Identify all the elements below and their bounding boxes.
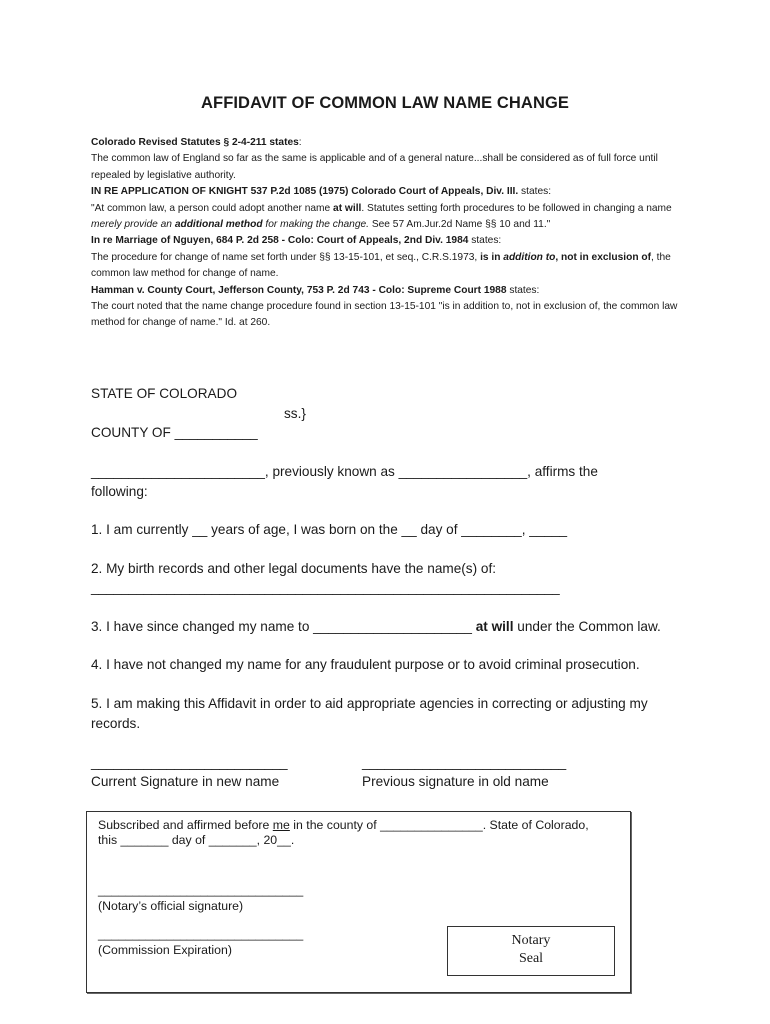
statute-4-body: The court noted that the name change procedure found in section 13-15-101 "is in addition to, not in exclusion of, the common law method for change of name." Id. at 260. bbox=[91, 301, 678, 329]
item-4-no-fraud: 4. I have not changed my name for any fraudulent purpose or to avoid criminal prosecution. bbox=[91, 657, 640, 672]
venue-ss: ss.} bbox=[284, 406, 306, 421]
statute-2-text-1: "At common law, a person could adopt another name bbox=[91, 202, 334, 214]
item-2-birth-records: 2. My birth records and other legal documents have the name(s) of: bbox=[91, 561, 496, 576]
statute-1-colon: : bbox=[298, 137, 302, 148]
statute-2-italic-1: merely provide an bbox=[91, 219, 175, 231]
statute-4-tail: states: bbox=[506, 284, 540, 296]
statute-2-tail: states: bbox=[518, 186, 552, 198]
item-5-purpose: 5. I am making this Affidavit in order to aid appropriate agencies in correcting or adjusting my bbox=[91, 696, 648, 711]
item-3-text-2: under the Common law. bbox=[513, 619, 661, 634]
statute-3-bold-2: , not in exclusion of bbox=[555, 251, 651, 263]
item-1-age-birth: 1. I am currently __ years of age, I was born on the __ day of ________, _____ bbox=[91, 522, 568, 537]
statute-1-citation: Colorado Revised Statutes § 2-4-211 states bbox=[91, 137, 299, 148]
statute-3-tail: states: bbox=[468, 235, 502, 247]
statute-3-heading bbox=[91, 233, 691, 249]
statute-2-italic-2: for making the change. bbox=[262, 219, 370, 231]
notary-seal-box bbox=[447, 926, 615, 976]
statute-3-body bbox=[91, 250, 691, 283]
statutes-section bbox=[91, 135, 691, 332]
notary-me: me bbox=[272, 818, 290, 832]
statute-3-text-2: , the common law method for change of name. bbox=[91, 251, 671, 280]
document-title: AFFIDAVIT OF COMMON LAW NAME CHANGE bbox=[201, 94, 569, 112]
statute-3-citation: In re Marriage of Nguyen, 684 P. 2d 258 - Colo: Court of Appeals, 2nd Div. 1984 bbox=[91, 235, 469, 247]
notary-signature-line: ______________________________ bbox=[98, 883, 304, 897]
statute-2-at-will: at will bbox=[333, 202, 362, 214]
intro-line-2: following: bbox=[91, 484, 148, 499]
notary-text-1: Subscribed and affirmed before bbox=[98, 818, 273, 832]
signature-line-previous: ___________________________ bbox=[362, 755, 567, 770]
signature-label-current: Current Signature in new name bbox=[91, 774, 280, 789]
venue-county: COUNTY OF ___________ bbox=[91, 425, 258, 440]
statute-1-body: The common law of England so far as the same is applicable and of a general nature...shall be considered as of full force until repealed by legislative authority. bbox=[91, 153, 658, 181]
notary-signature-label: (Notary’s official signature) bbox=[98, 899, 244, 913]
statute-2-text-3: See 57 Am.Jur.2d Name §§ 10 and 11." bbox=[369, 219, 551, 231]
notary-text-2: in the county of _______________. State of Colorado, bbox=[289, 818, 589, 832]
statute-2-additional-method: additional method bbox=[174, 219, 263, 231]
item-3-at-will: at will bbox=[475, 619, 514, 634]
statute-4-citation: Hamman v. County Court, Jefferson County, 753 P. 2d 743 - Colo: Supreme Court 1988 bbox=[91, 284, 507, 296]
notary-seal-line-1: Notary bbox=[511, 933, 551, 948]
intro-line-1: _______________________, previously known as _________________, affirms the bbox=[91, 464, 598, 479]
statute-2-body bbox=[91, 201, 691, 234]
statute-3-text-1: The procedure for change of name set forth under §§ 13-15-101, et seq., C.R.S.1973, bbox=[91, 251, 481, 263]
statute-4-heading bbox=[91, 283, 691, 299]
signature-line-current: __________________________ bbox=[91, 755, 288, 770]
signature-label-previous: Previous signature in old name bbox=[362, 774, 549, 789]
item-3-name-change bbox=[91, 619, 661, 634]
commission-expiration-line: ______________________________ bbox=[98, 927, 304, 941]
statute-2-citation: IN RE APPLICATION OF KNIGHT 537 P.2d 1085 (1975) Colorado Court of Appeals, Div. III. bbox=[91, 186, 519, 198]
notary-date-line: this _______ day of _______, 20__. bbox=[98, 833, 295, 847]
item-3-text-1: 3. I have since changed my name to _____________________ bbox=[91, 619, 476, 634]
item-2-blank-line: ______________________________________________________________ bbox=[91, 580, 560, 595]
commission-expiration-label: (Commission Expiration) bbox=[98, 943, 232, 957]
statute-3-bold-1: is in bbox=[480, 251, 504, 263]
item-5-records: records. bbox=[91, 716, 141, 731]
statute-2-text-2: . Statutes setting forth procedures to be followed in changing a name bbox=[361, 202, 672, 214]
statute-1-heading bbox=[91, 135, 691, 151]
venue-state: STATE OF COLORADO bbox=[91, 386, 238, 401]
statute-3-addition-to: addition to bbox=[503, 251, 556, 263]
notary-seal-line-2: Seal bbox=[518, 951, 544, 966]
notary-subscribed-line bbox=[98, 818, 589, 832]
statute-2-heading bbox=[91, 184, 691, 200]
